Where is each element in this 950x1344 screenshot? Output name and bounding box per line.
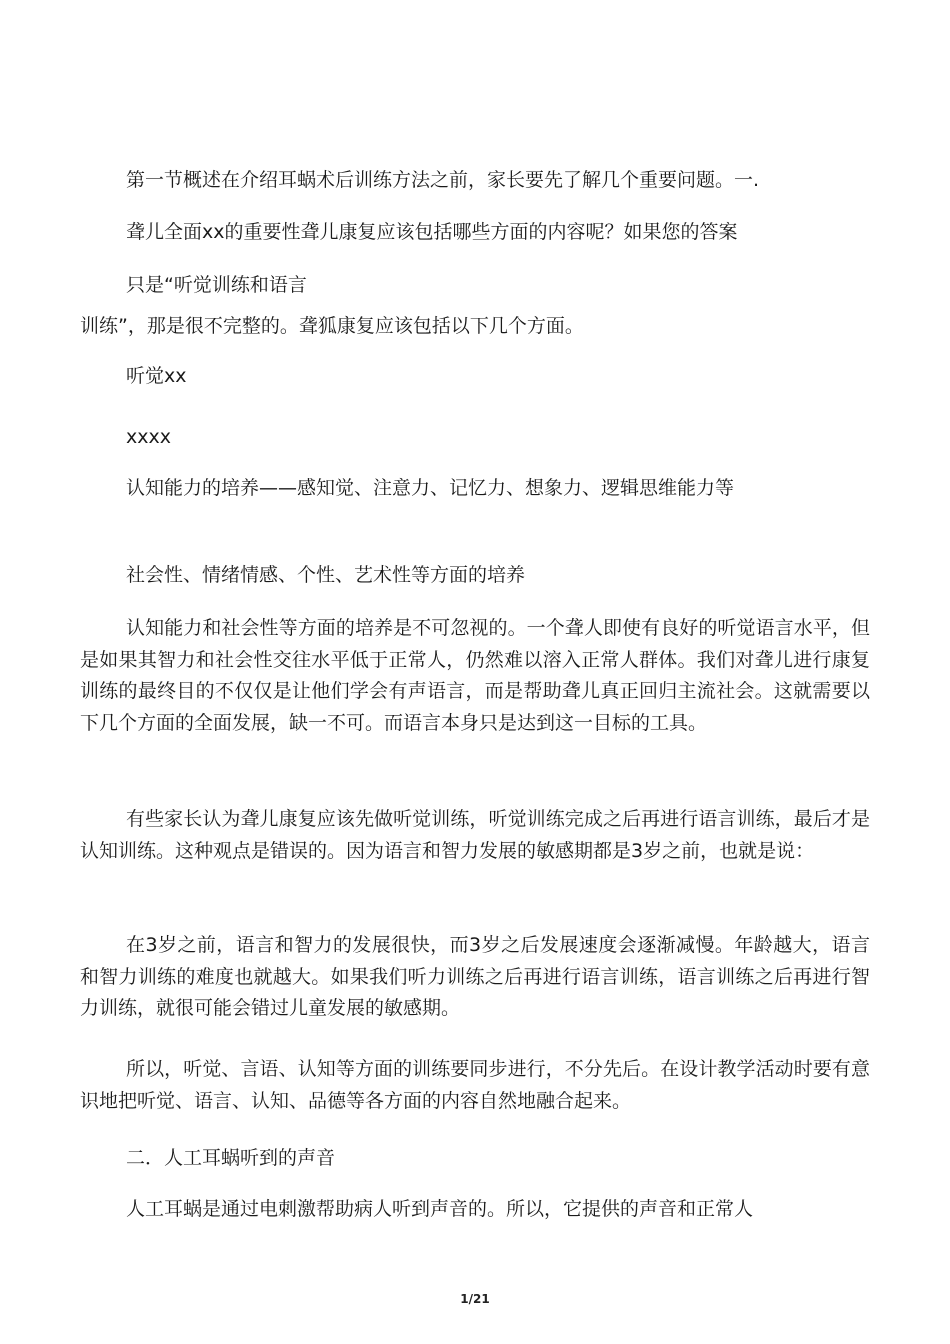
text-line: 社会性、情绪情感、个性、艺术性等方面的培养 [126,564,526,586]
text-line: 聋儿全面xx的重要性聋儿康复应该包括哪些方面的内容呢？如果您的答案 [126,221,738,243]
body-paragraph: 在3岁之前，语言和智力的发展很快，而3岁之后发展速度会逐渐减慢。年龄越大，语言和智力训练的难度也就越大。如果我们听力训练之后再进行语言训练，语言训练之后再进行智力训练，就很可能会错过儿童发展的敏感期。 [80,934,870,1019]
text-line: 只是“听觉训练和语言 [126,274,307,296]
section-heading: 二．人工耳蜗听到的声音 [126,1147,336,1169]
text-line: 认知能力的培养——感知觉、注意力、记忆力、想象力、逻辑思维能力等 [126,477,735,499]
body-paragraph: 认知能力和社会性等方面的培养是不可忽视的。一个聋人即使有良好的听觉语言水平，但是如果其智力和社会性交往水平低于正常人，仍然难以溶入正常人群体。我们对聋儿进行康复训练的最终目的不仅仅是让他们学会有声语言，而是帮助聋儿真正回归主流社会。这就需要以下几个方面的全面发展，缺一不可。而语言本身只是达到这一目标的工具。 [80,617,870,734]
text-line: 听觉xx [126,365,187,387]
text-line: 人工耳蜗是通过电刺激帮助病人听到声音的。所以，它提供的声音和正常人 [126,1198,754,1220]
text-line: 第一节概述在介绍耳蜗术后训练方法之前，家长要先了解几个重要问题。一. [126,169,760,191]
body-paragraph: 所以，听觉、言语、认知等方面的训练要同步进行，不分先后。在设计教学活动时要有意识地把听觉、语言、认知、品德等各方面的内容自然地融合起来。 [80,1058,870,1112]
text-line: 训练”，那是很不完整的。聋狐康复应该包括以下几个方面。 [80,315,584,337]
page-number: 1/21 [460,1292,490,1306]
text-line: xxxx [126,426,171,448]
body-paragraph: 有些家长认为聋儿康复应该先做听觉训练，听觉训练完成之后再进行语言训练，最后才是认知训练。这种观点是错误的。因为语言和智力发展的敏感期都是3岁之前，也就是说： [80,808,870,862]
